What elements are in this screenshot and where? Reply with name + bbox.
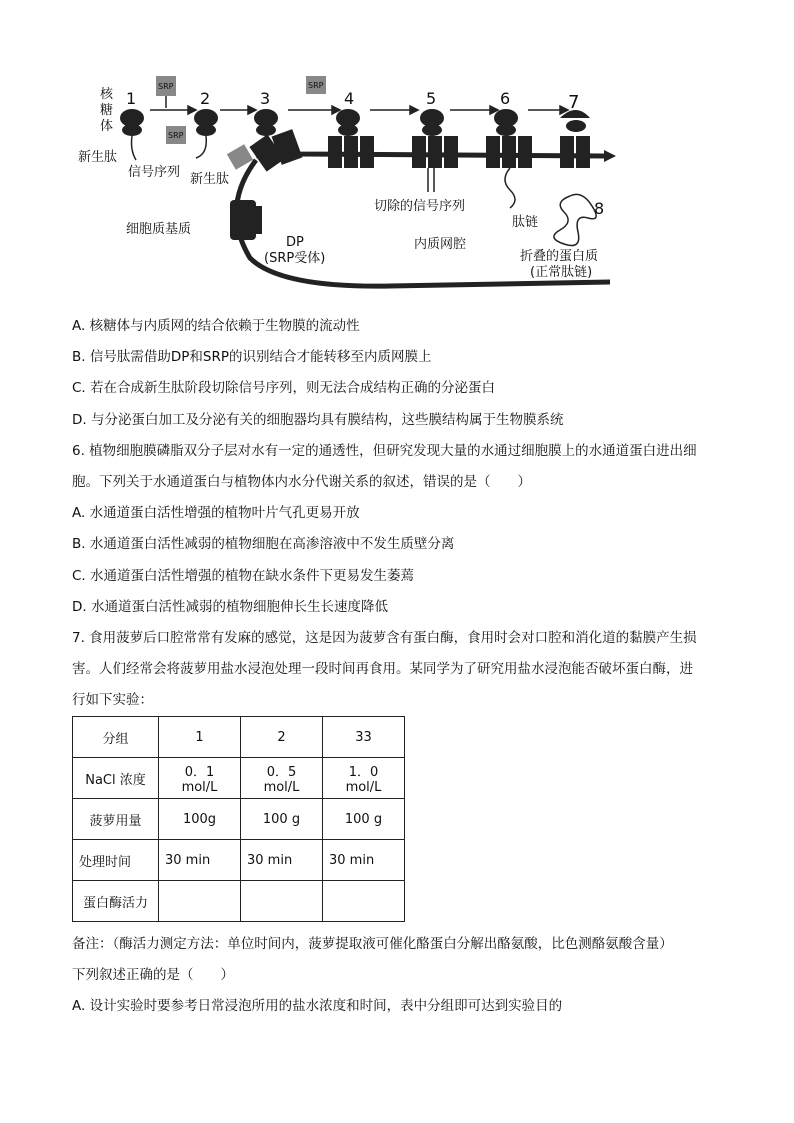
table-cell: 处理时间 (73, 840, 159, 881)
protein-secretion-diagram (70, 68, 630, 296)
label-er-lumen: 内质网腔 (414, 237, 467, 252)
table-cell: 0．5 mol/L (241, 758, 323, 799)
q7-note: 备注：（酶活力测定方法：单位时间内，菠萝提取液可催化酪蛋白分解出酪氨酸，比色测酪氨酸含量） (72, 936, 673, 952)
q6-option-d: D. 水通道蛋白活性减弱的植物细胞伸长生长速度降低 (72, 599, 388, 615)
srp-particle-3 (306, 76, 326, 94)
label-ribosome-3: 体 (100, 119, 114, 134)
q6-stem-line2: 胞。下列关于水通道蛋白与植物体内水分代谢关系的叙述，错误的是（ ） (72, 474, 531, 490)
table-cell: 100 g (241, 799, 323, 840)
table-cell: 30 min (323, 840, 405, 881)
label-signal-seq: 信号序列 (128, 165, 181, 180)
peptide-chain (505, 168, 515, 208)
step-4: 4 (344, 89, 355, 108)
label-dp: DP (286, 235, 304, 250)
table-cell: NaCl 浓度 (73, 758, 159, 799)
cut-signal-seq (428, 168, 434, 192)
membrane-arrowhead (604, 150, 616, 162)
srp-particle-2 (166, 126, 186, 144)
q7-stem-line3: 行如下实验： (72, 692, 153, 708)
table-cell: 100 g (323, 799, 405, 840)
table-cell: 30 min (241, 840, 323, 881)
table-row (73, 758, 405, 799)
nascent-peptide-1 (132, 136, 137, 160)
table-cell: 0．1 mol/L (159, 758, 241, 799)
q7-option-a: A. 设计实验时要参考日常浸泡所用的盐水浓度和时间，表中分组即可达到实验目的 (72, 998, 563, 1014)
srp-particle-1 (156, 76, 176, 108)
label-ribosome-2: 糖 (100, 103, 114, 118)
label-srp-receptor: (SRP受体) (264, 251, 326, 266)
q5-option-b: B. 信号肽需借助DP和SRP的识别结合才能转移至内质网膜上 (72, 349, 432, 365)
label-cytoplasm: 细胞质基质 (126, 222, 192, 237)
svg-text:SRP: SRP (308, 81, 324, 90)
q7-stem-line2: 害。人们经常会将菠萝用盐水浸泡处理一段时间再食用。某同学为了研究用盐水浸泡能否破坏蛋白酶，进 (72, 661, 693, 677)
q5-option-a: A. 核糖体与内质网的结合依赖于生物膜的流动性 (72, 318, 360, 334)
experiment-table (72, 716, 405, 922)
label-peptide: 肽链 (512, 215, 539, 230)
label-ribosome-1: 核 (100, 87, 114, 102)
table-cell: 1 (159, 717, 241, 758)
q5-option-d: D. 与分泌蛋白加工及分泌有关的细胞器均具有膜结构，这些膜结构属于生物膜系统 (72, 412, 564, 428)
label-cut-signal: 切除的信号序列 (374, 199, 466, 214)
table-cell: 1．0 mol/L (323, 758, 405, 799)
q7-question: 下列叙述正确的是（ ） (72, 967, 234, 983)
q6-stem-line1: 6. 植物细胞膜磷脂双分子层对水有一定的通透性，但研究发现大量的水通过细胞膜上的水通道蛋白进出细 (72, 443, 697, 459)
table-cell: 蛋白酶活力 (73, 881, 159, 922)
step-1: 1 (126, 89, 137, 108)
svg-text:SRP: SRP (168, 131, 184, 140)
nascent-peptide-2 (196, 136, 206, 158)
table-cell: 100g (159, 799, 241, 840)
svg-text:SRP: SRP (158, 82, 174, 91)
table-cell: 33 (323, 717, 405, 758)
table-cell (323, 881, 405, 922)
table-row (73, 717, 405, 758)
table-row (73, 799, 405, 840)
table-row (73, 881, 405, 922)
step-6: 6 (500, 89, 511, 108)
step-7: 7 (568, 92, 580, 113)
label-nascent-1: 新生肽 (78, 150, 118, 165)
step-2: 2 (200, 89, 211, 108)
label-nascent-2: 新生肽 (190, 172, 230, 187)
q6-option-c: C. 水通道蛋白活性增强的植物在缺水条件下更易发生萎蔫 (72, 568, 415, 584)
step-3: 3 (260, 89, 271, 108)
step-5: 5 (426, 89, 437, 108)
q7-stem-line1: 7. 食用菠萝后口腔常常有发麻的感觉，这是因为菠萝含有蛋白酶，食用时会对口腔和消化道的黏膜产生损 (72, 630, 697, 646)
label-folded: 折叠的蛋白质 (520, 249, 599, 264)
folded-protein (554, 194, 596, 245)
table-cell (241, 881, 323, 922)
q6-option-b: B. 水通道蛋白活性减弱的植物细胞在高渗溶液中不发生质壁分离 (72, 536, 455, 552)
step-8: 8 (594, 199, 605, 218)
table-cell: 2 (241, 717, 323, 758)
table-cell: 分组 (73, 717, 159, 758)
table-cell: 菠萝用量 (73, 799, 159, 840)
q5-option-c: C. 若在合成新生肽阶段切除信号序列，则无法合成结构正确的分泌蛋白 (72, 380, 496, 396)
table-cell (159, 881, 241, 922)
q6-option-a: A. 水通道蛋白活性增强的植物叶片气孔更易开放 (72, 505, 360, 521)
label-normal: (正常肽链) (530, 265, 593, 280)
table-row (73, 840, 405, 881)
table-cell: 30 min (159, 840, 241, 881)
